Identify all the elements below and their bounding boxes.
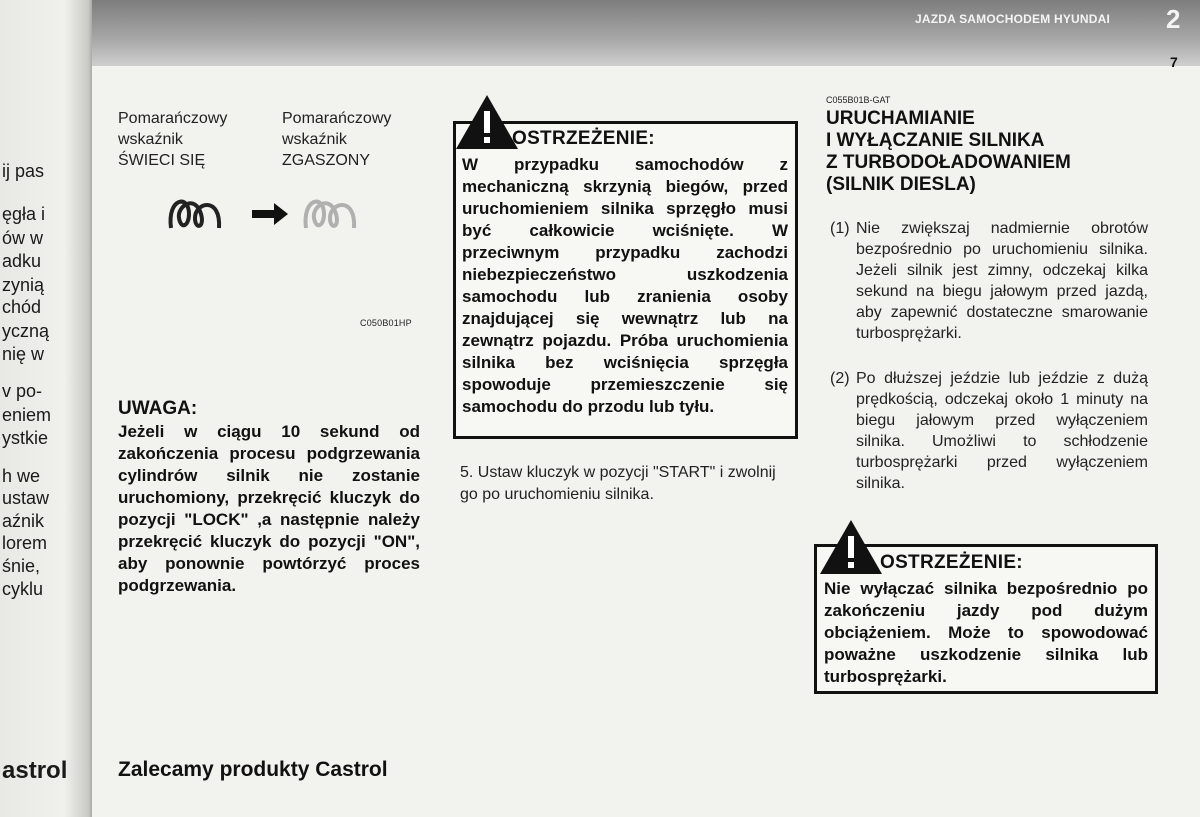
glow-plug-off-icon [300,188,360,236]
arrow-right-icon [250,200,290,228]
chapter-title: JAZDA SAMOCHODEM HYUNDAI [915,12,1111,26]
previous-page-fragment: ęgła i [2,204,46,224]
previous-page-fragment: h we [2,466,41,486]
header-bar [0,0,1200,66]
previous-page-fragment: lorem [2,533,48,553]
indicator-image-code: C050B01HP [360,318,412,328]
previous-page-fragment: nię w [2,344,45,364]
previous-page-fragment: v po- [2,381,43,401]
glow-plug-on-icon [165,188,225,236]
uwaga-title: UWAGA: [118,398,198,419]
warning-title-clutch: OSTRZEŻENIE: [512,128,655,149]
list-item [830,368,1150,493]
previous-page-fragment: eniem [2,405,52,425]
uwaga-text: Jeżeli w ciągu 10 sekund od zakończenia procesu podgrzewania cylindrów silnik nie zostanie uruchomiony, przekręcić kluczyk do pozycji "LOCK" ,a następnie należy przekręcić kluczyk do pozycji "ON", aby ponownie powtórzyć proces podgrzewania. [118,422,420,595]
list-item [830,218,1150,363]
previous-page-fragment: adku [2,251,42,271]
list-item-number: (1) [830,220,850,237]
previous-page-fragment: ustaw [2,488,50,508]
previous-page-fragment: aźnik [2,511,45,531]
chapter-number: 2 [1166,4,1181,34]
warning-title-shutdown: OSTRZEŻENIE: [880,552,1023,573]
step-5-text: 5. Ustaw kluczyk w pozycji "START" i zwolnij go po uruchomieniu silnika. [460,464,776,503]
list-item-number: (2) [830,370,850,387]
page-number: 7 [1170,54,1178,70]
previous-page-fragment: ów w [2,228,44,248]
list-item-text: Nie zwiększaj nadmiernie obrotów bezpośrednio po uruchomieniu silnika. Jeżeli silnik jest zimny, odczekaj kilka sekund na biegu jałowym przed jazdą, aby zapewnić dostateczne smarowanie turbosprężarki. [856,220,1148,342]
previous-page-fragment: yczną [2,321,50,341]
list-item-text: Po dłuższej jeździe lub jeździe z dużą prędkością, odczekaj około 1 minuty na biegu jałowym przed wyłączeniem silnika. Umożliwi to schłodzenie turbosprężarki przed wyłączeniem silnika. [856,370,1148,492]
indicator-on-label: Pomarańczowy wskaźnik ŚWIECI SIĘ [118,110,228,169]
warning-triangle-icon [818,518,884,576]
footer-castrol: Zalecamy produkty Castrol [118,758,388,781]
previous-page-fragment: ystkie [2,428,49,448]
warning-text-shutdown: Nie wyłączać silnika bezpośrednio po zakończeniu jazdy pod dużym obciążeniem. Może to spowodować poważne uszkodzenie silnika lub turbosprężarki. [824,579,1148,686]
previous-page-footer-fragment: astrol [2,757,68,784]
section-code: C055B01B-GAT [826,95,891,105]
previous-page-fragment: chód [2,297,42,317]
previous-page-fragment: cyklu [2,579,44,599]
previous-page-fragment: zynią [2,275,45,295]
indicator-off-label: Pomarańczowy wskaźnik ZGASZONY [282,110,392,169]
previous-page-fragment: ij pas [2,161,45,181]
section-title: URUCHAMIANIE I WYŁĄCZANIE SILNIKA Z TURBODOŁADOWANIEM (SILNIK DIESLA) [826,108,1071,195]
warning-triangle-icon [454,93,520,151]
previous-page-fragment: śnie, [2,556,41,576]
warning-text-clutch: W przypadku samochodów z mechaniczną skrzynią biegów, przed uruchomieniem silnika sprzęgło musi być całkowicie wciśnięte. W przeciwnym przypadku zachodzi niebezpieczeństwo uszkodzenia samochodu lub zranienia osoby znajdującej się wewnątrz lub na zewnątrz pojazdu. Próba uruchomienia silnika bez wciśnięcia sprzęgła spowoduje przemieszczenie się samochodu do przodu lub tyłu. [462,155,788,416]
